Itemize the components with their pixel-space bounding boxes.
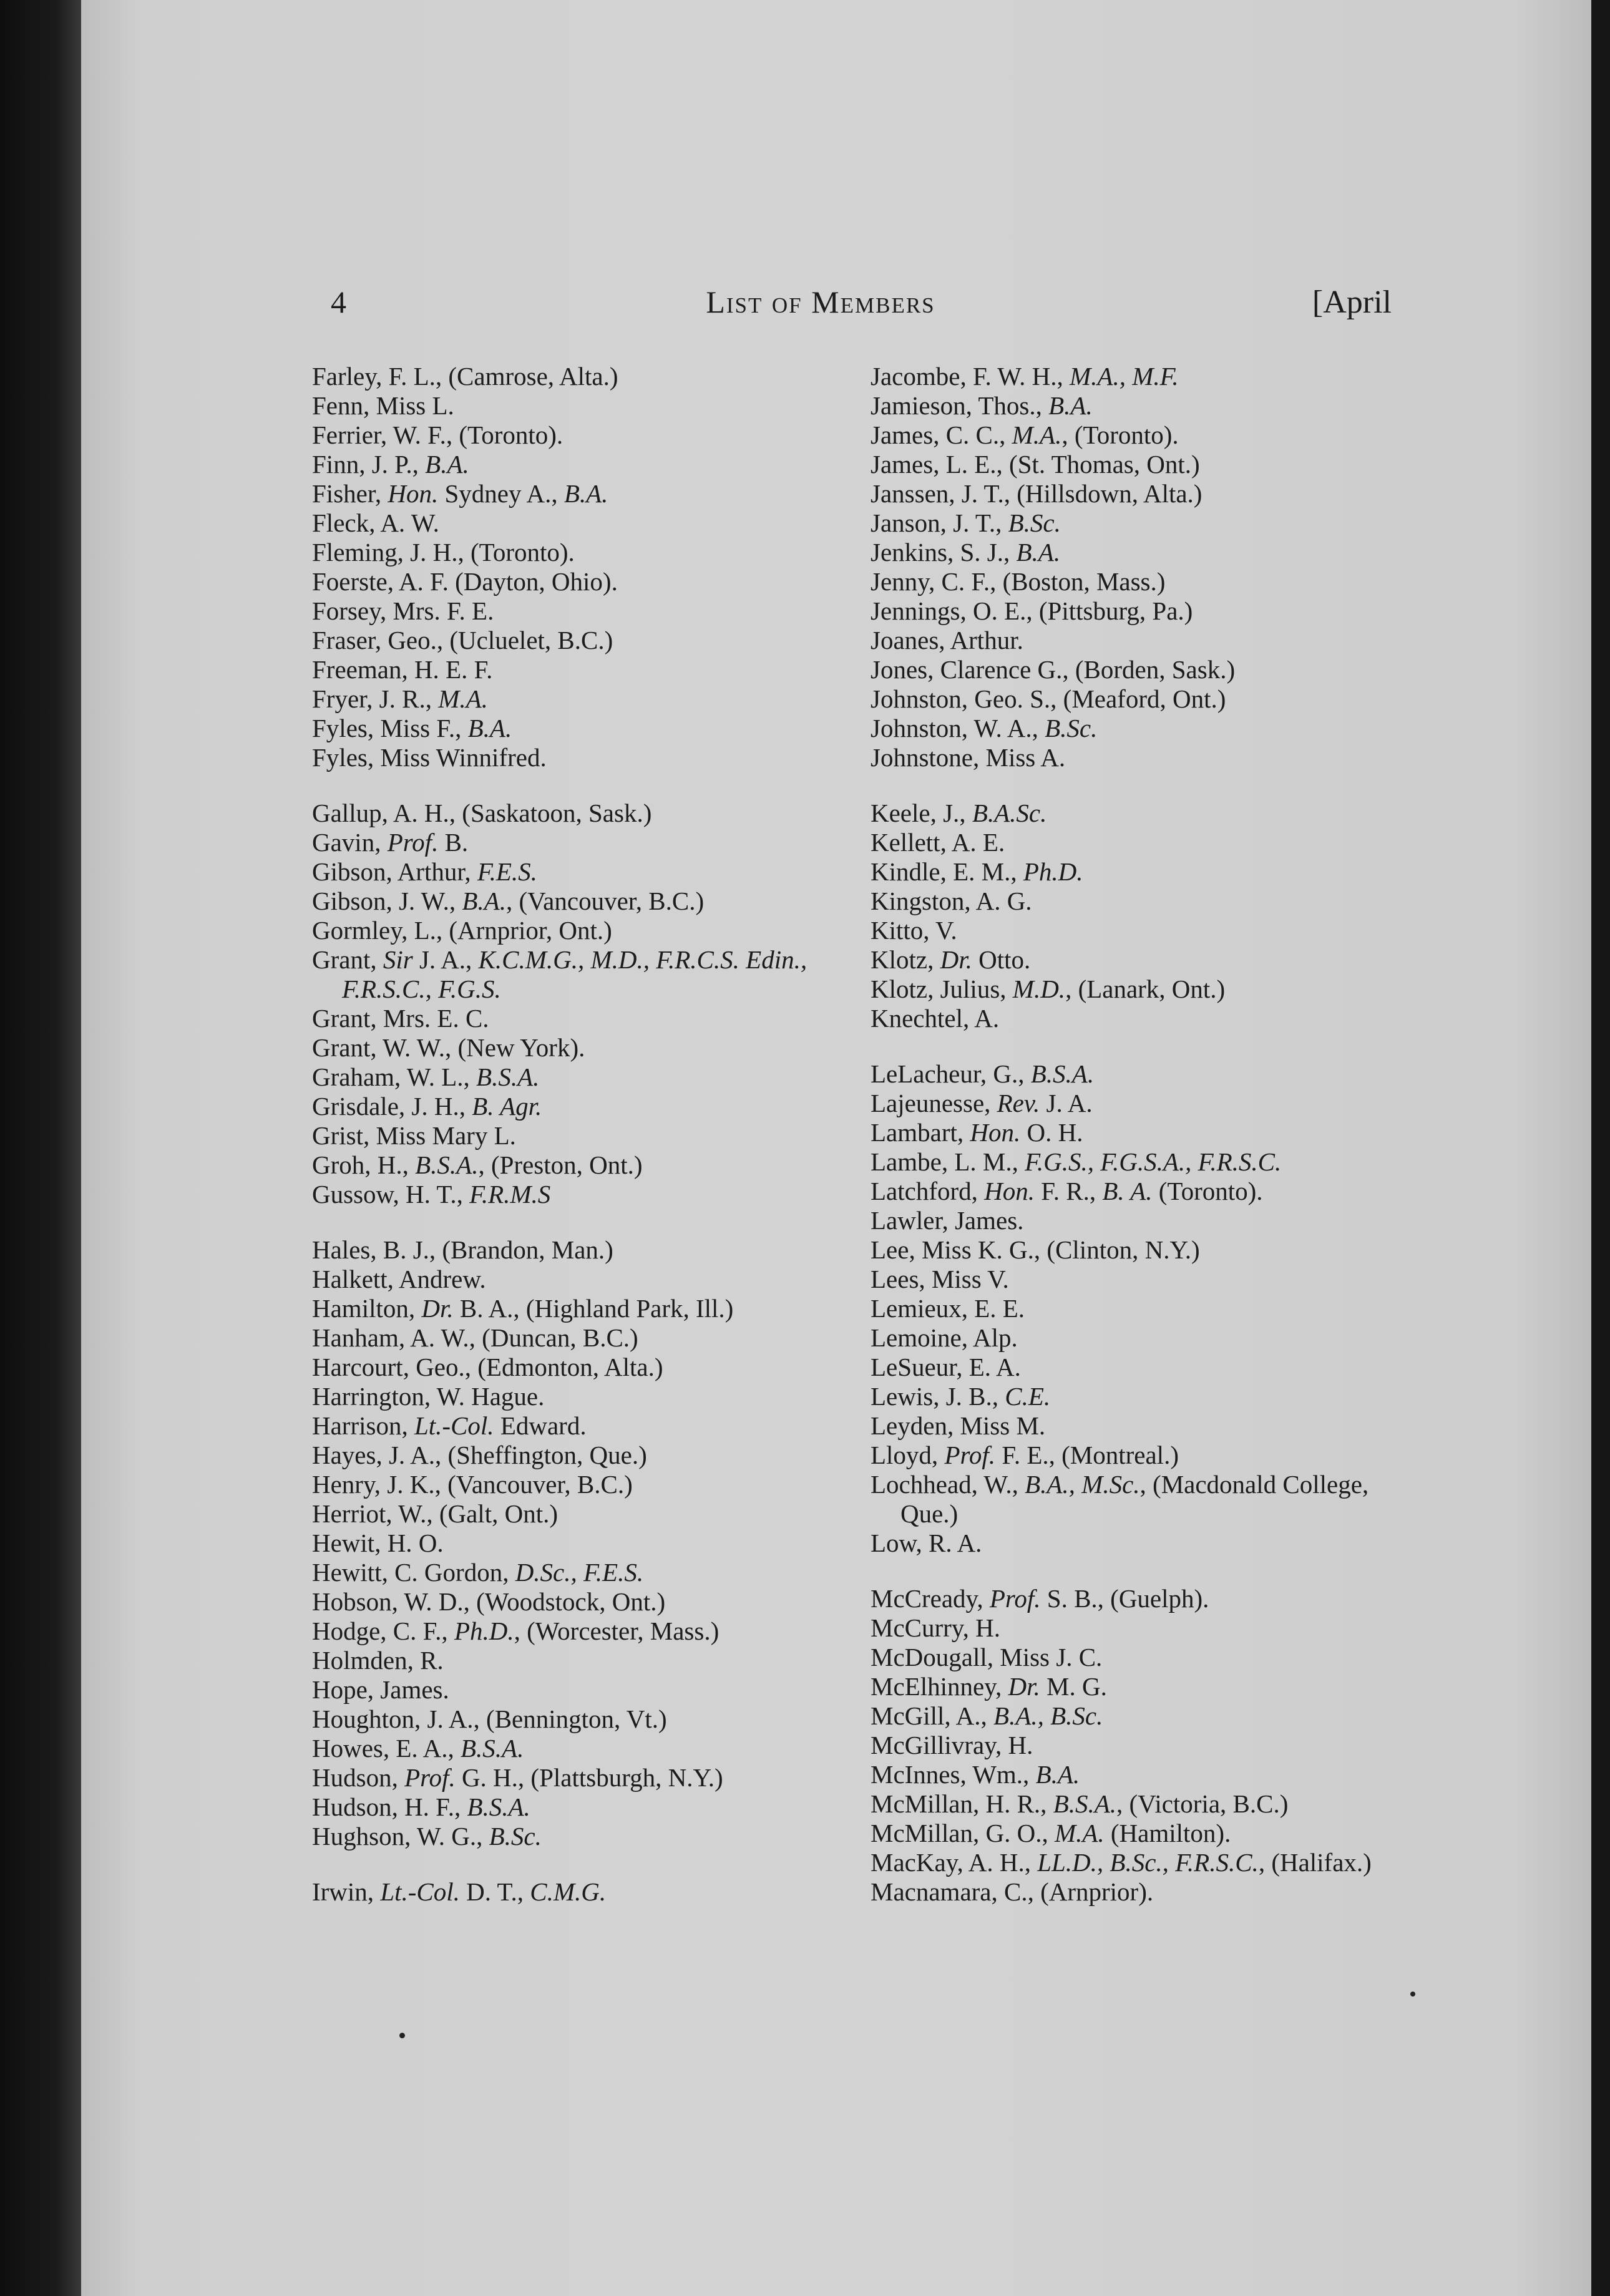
member-text: Janson, J. T., — [871, 508, 1008, 537]
member-title-italic: M.A. — [438, 684, 488, 713]
letter-group — [312, 362, 830, 772]
member-text: Gallup, A. H., (Saskatoon, Sask.) — [312, 799, 652, 827]
member-entry — [871, 1206, 1388, 1235]
member-entry — [312, 362, 830, 391]
member-text: Keele, J., — [871, 799, 972, 827]
member-entry — [312, 1499, 830, 1529]
member-entry — [312, 1646, 830, 1675]
member-entry — [312, 684, 830, 714]
member-text: Hughson, W. G., — [312, 1822, 489, 1851]
member-text: Lajeunesse, — [871, 1089, 997, 1117]
member-text: Kellett, A. E. — [871, 828, 1005, 857]
member-text: LeSueur, E. A. — [871, 1353, 1021, 1381]
member-text: Johnston, Geo. S., (Meaford, Ont.) — [871, 684, 1226, 713]
member-text: Hewit, H. O. — [312, 1529, 444, 1557]
member-entry — [312, 1323, 830, 1353]
member-text: Jennings, O. E., (Pittsburg, Pa.) — [871, 596, 1193, 625]
member-entry — [312, 508, 830, 538]
member-text: Lochhead, W., — [871, 1470, 1025, 1499]
member-entry — [871, 1411, 1388, 1441]
member-entry — [871, 1529, 1388, 1558]
member-entry — [871, 1819, 1388, 1848]
member-entry — [312, 567, 830, 596]
member-entry — [871, 1089, 1388, 1118]
member-title-italic: Lt.-Col. — [380, 1877, 460, 1906]
member-text: Grist, Miss Mary L. — [312, 1121, 516, 1150]
book-binding — [0, 0, 81, 2296]
member-title-italic: Lt.-Col. — [414, 1411, 494, 1440]
member-text: Lemieux, E. E. — [871, 1294, 1025, 1323]
member-title-italic: C.M.G. — [530, 1877, 607, 1906]
member-text: Gibson, Arthur, — [312, 857, 477, 886]
member-entry — [871, 1877, 1388, 1907]
member-text: Gussow, H. T., — [312, 1180, 470, 1209]
member-text: Gormley, L., (Arnprior, Ont.) — [312, 916, 612, 945]
member-entry — [871, 1470, 1388, 1529]
member-text: Farley, F. L., (Camrose, Alta.) — [312, 362, 618, 391]
member-text: F. E., (Montreal.) — [995, 1441, 1179, 1469]
member-text: Knechtel, A. — [871, 1004, 1000, 1033]
page-number: 4 — [331, 285, 346, 319]
member-text: Graham, W. L., — [312, 1063, 477, 1091]
member-entry — [871, 1789, 1388, 1819]
member-text: Grant, — [312, 945, 383, 974]
member-title-italic: C.E. — [1005, 1382, 1051, 1411]
member-text: Edward. — [494, 1411, 587, 1440]
member-entry — [871, 945, 1388, 975]
member-entry — [312, 626, 830, 655]
member-text: Houghton, J. A., (Bennington, Vt.) — [312, 1705, 667, 1733]
member-text: Foerste, A. F. (Dayton, Ohio). — [312, 567, 618, 596]
member-entry — [312, 828, 830, 857]
member-entry — [312, 655, 830, 684]
member-entry — [312, 743, 830, 772]
member-text: Jenkins, S. J., — [871, 538, 1017, 567]
member-title-italic: B.S.A. — [476, 1063, 540, 1091]
member-title-italic: B.S.A. — [1030, 1059, 1095, 1088]
member-entry — [312, 1470, 830, 1499]
member-text: Kindle, E. M., — [871, 857, 1023, 886]
member-title-italic: B.S.A. — [1053, 1789, 1117, 1818]
member-text: B. A., (Highland Park, Ill.) — [453, 1294, 734, 1323]
member-entry — [871, 1004, 1388, 1033]
member-entry — [312, 945, 830, 1004]
member-title-italic: B.A., M.Sc. — [1025, 1470, 1140, 1499]
member-title-italic: B.A.Sc. — [972, 799, 1047, 827]
member-title-italic: B.Sc. — [1045, 714, 1098, 742]
member-text: Lawler, James. — [871, 1206, 1024, 1235]
member-title-italic: B.A. — [1016, 538, 1061, 567]
member-text: McDougall, Miss J. C. — [871, 1643, 1103, 1671]
member-text: Hewitt, C. Gordon, — [312, 1558, 515, 1587]
member-text: Joanes, Arthur. — [871, 626, 1023, 654]
member-text: , (Worcester, Mass.) — [514, 1617, 720, 1645]
page-header — [250, 284, 1392, 334]
member-title-italic: F.E.S. — [477, 857, 537, 886]
member-entry — [871, 479, 1388, 508]
member-title-italic: B.S.A. — [415, 1150, 479, 1179]
member-entry — [871, 1265, 1388, 1294]
member-entry — [871, 1441, 1388, 1470]
member-text: Johnston, W. A., — [871, 714, 1045, 742]
member-text: Lees, Miss V. — [871, 1265, 1009, 1293]
member-entry — [312, 1529, 830, 1558]
member-entry — [871, 596, 1388, 626]
member-title-italic: M.A. — [1012, 421, 1062, 449]
member-entry — [312, 1004, 830, 1033]
member-entry — [871, 655, 1388, 684]
member-text: F. R., — [1035, 1177, 1103, 1205]
member-title-italic: B.S.A. — [461, 1734, 524, 1763]
member-text: Fraser, Geo., (Ucluelet, B.C.) — [312, 626, 613, 654]
member-entry — [312, 1265, 830, 1294]
member-entry — [312, 1150, 830, 1180]
member-title-italic: Rev. — [997, 1089, 1040, 1117]
member-text: Sydney A., — [438, 479, 564, 508]
member-entry — [871, 684, 1388, 714]
member-title-italic: Hon. — [388, 479, 439, 508]
member-text: , (Macdonald College, Que.) — [900, 1470, 1369, 1528]
member-title-italic: B.A. — [1048, 391, 1093, 420]
member-title-italic: B. A. — [1102, 1177, 1153, 1205]
member-title-italic: B.Sc. — [1008, 508, 1061, 537]
member-entry — [312, 538, 830, 567]
member-entry — [871, 626, 1388, 655]
member-text: Johnstone, Miss A. — [871, 743, 1066, 772]
member-text: Hales, B. J., (Brandon, Man.) — [312, 1235, 613, 1264]
member-entry — [871, 1118, 1388, 1147]
member-title-italic: Dr. — [940, 945, 972, 974]
member-text: D. T., — [459, 1877, 530, 1906]
member-text: Hodge, C. F., — [312, 1617, 454, 1645]
member-entry — [312, 1180, 830, 1209]
member-entry — [871, 828, 1388, 857]
member-text: (Hamilton). — [1104, 1819, 1231, 1847]
member-title-italic: B.Sc. — [489, 1822, 542, 1851]
member-text: Jones, Clarence G., (Borden, Sask.) — [871, 655, 1236, 684]
member-title-italic: M.A., M.F. — [1070, 362, 1179, 391]
member-text: Gavin, — [312, 828, 388, 857]
member-entry — [871, 857, 1388, 887]
member-text: Otto. — [972, 945, 1031, 974]
member-entry — [312, 1063, 830, 1092]
member-entry — [312, 1793, 830, 1822]
member-title-italic: B.S.A. — [467, 1793, 530, 1821]
member-text: Ferrier, W. F., (Toronto). — [312, 421, 564, 449]
member-text: Klotz, — [871, 945, 940, 974]
member-entry — [871, 1235, 1388, 1265]
member-title-italic: D.Sc., F.E.S. — [515, 1558, 644, 1587]
member-text: Fenn, Miss L. — [312, 391, 454, 420]
member-text: Gibson, J. W., — [312, 887, 462, 915]
member-title-italic: Prof. — [989, 1584, 1041, 1613]
member-entry — [312, 714, 830, 743]
member-text: James, C. C., — [871, 421, 1012, 449]
member-title-italic: Sir — [383, 945, 413, 974]
member-text: Lloyd, — [871, 1441, 945, 1469]
member-title-italic: F.G.S., F.G.S.A., F.R.S.C. — [1025, 1147, 1282, 1176]
member-text: Hobson, W. D., (Woodstock, Ont.) — [312, 1587, 666, 1616]
member-entry — [312, 1235, 830, 1265]
member-entry — [312, 916, 830, 945]
member-text: G. H., (Plattsburgh, N.Y.) — [455, 1763, 723, 1792]
member-text: Harrison, — [312, 1411, 414, 1440]
member-entry — [871, 975, 1388, 1004]
member-text: McGill, A., — [871, 1701, 994, 1730]
member-entry — [312, 596, 830, 626]
member-entry — [871, 567, 1388, 596]
member-entry — [871, 714, 1388, 743]
member-text: Latchford, — [871, 1177, 985, 1205]
member-title-italic: Prof. — [944, 1441, 996, 1469]
member-title-italic: Dr. — [1008, 1672, 1040, 1701]
member-text: , (Halifax.) — [1258, 1848, 1372, 1877]
member-title-italic: B.A. — [425, 450, 469, 479]
member-text: Lemoine, Alp. — [871, 1323, 1018, 1352]
member-title-italic: B.A. — [564, 479, 608, 508]
member-title-italic: B.A. — [467, 714, 512, 742]
member-title-italic: M.A. — [1054, 1819, 1105, 1847]
member-text: J. A. — [1040, 1089, 1093, 1117]
member-entry — [312, 1587, 830, 1617]
letter-group — [871, 1584, 1388, 1907]
member-entry — [312, 1558, 830, 1587]
member-text: Finn, J. P., — [312, 450, 426, 479]
member-text: , (Victoria, B.C.) — [1116, 1789, 1289, 1818]
member-text: J. A., — [412, 945, 479, 974]
member-text: Grant, Mrs. E. C. — [312, 1004, 489, 1033]
member-text: Leyden, Miss M. — [871, 1411, 1046, 1440]
member-text: Harrington, W. Hague. — [312, 1382, 545, 1411]
member-text: LeLacheur, G., — [871, 1059, 1031, 1088]
member-entry — [871, 887, 1388, 916]
ink-speck — [399, 2033, 405, 2038]
member-entry — [871, 1353, 1388, 1382]
member-text: McInnes, Wm., — [871, 1760, 1036, 1789]
member-entry — [871, 538, 1388, 567]
member-text: Jenny, C. F., (Boston, Mass.) — [871, 567, 1166, 596]
member-entry — [871, 508, 1388, 538]
member-text: S. B., (Guelph). — [1040, 1584, 1209, 1613]
member-entry — [871, 1177, 1388, 1206]
member-text: Janssen, J. T., (Hillsdown, Alta.) — [871, 479, 1203, 508]
ink-speck — [1410, 1992, 1415, 1997]
member-entry — [871, 1613, 1388, 1643]
member-text: McMillan, H. R., — [871, 1789, 1053, 1818]
member-entry — [871, 1323, 1388, 1353]
member-entry — [871, 1731, 1388, 1760]
member-entry — [871, 916, 1388, 945]
member-entry — [871, 450, 1388, 479]
member-entry — [312, 1617, 830, 1646]
member-text: Fleck, A. W. — [312, 508, 439, 537]
member-text: Jacombe, F. W. H., — [871, 362, 1070, 391]
member-title-italic: K.C.M.G., M.D., F.R.C.S. Edin., F.R.S.C., F.G.S. — [342, 945, 807, 1003]
member-text: Grisdale, J. H., — [312, 1092, 472, 1121]
member-list-left-column — [312, 362, 830, 1933]
letter-group — [871, 1059, 1388, 1558]
member-text: , (Preston, Ont.) — [478, 1150, 643, 1179]
member-text: Groh, H., — [312, 1150, 416, 1179]
member-text: Herriot, W., (Galt, Ont.) — [312, 1499, 558, 1528]
member-entry — [871, 421, 1388, 450]
running-month: [April — [1312, 285, 1392, 320]
member-entry — [312, 1121, 830, 1150]
member-text: Hudson, H. F., — [312, 1793, 467, 1821]
member-entry — [312, 1411, 830, 1441]
member-title-italic: Hon. — [970, 1118, 1021, 1147]
member-entry — [871, 1672, 1388, 1701]
member-text: , (Toronto). — [1061, 421, 1179, 449]
member-text: McElhinney, — [871, 1672, 1008, 1701]
member-entry — [312, 450, 830, 479]
member-title-italic: B.A. — [1035, 1760, 1080, 1789]
member-text: Henry, J. K., (Vancouver, B.C.) — [312, 1470, 633, 1499]
member-entry — [312, 799, 830, 828]
member-text: Hanham, A. W., (Duncan, B.C.) — [312, 1323, 638, 1352]
member-title-italic: Dr. — [421, 1294, 454, 1323]
member-text: Fryer, J. R., — [312, 684, 439, 713]
member-entry — [871, 1643, 1388, 1672]
member-text: McCready, — [871, 1584, 990, 1613]
member-text: Harcourt, Geo., (Edmonton, Alta.) — [312, 1353, 663, 1381]
member-text: McMillan, G. O., — [871, 1819, 1055, 1847]
page-edge — [1591, 0, 1610, 2296]
member-title-italic: Ph.D. — [454, 1617, 514, 1645]
member-text: James, L. E., (St. Thomas, Ont.) — [871, 450, 1200, 479]
member-text: , (Lanark, Ont.) — [1065, 975, 1226, 1003]
member-entry — [312, 1734, 830, 1763]
member-text: Lewis, J. B., — [871, 1382, 1005, 1411]
member-title-italic: Ph.D. — [1023, 857, 1083, 886]
member-text: B. — [438, 828, 469, 857]
member-text: Hudson, — [312, 1763, 405, 1792]
member-text: Jamieson, Thos., — [871, 391, 1049, 420]
member-entry — [312, 887, 830, 916]
member-text: MacKay, A. H., — [871, 1848, 1038, 1877]
member-entry — [871, 1294, 1388, 1323]
member-text: Howes, E. A., — [312, 1734, 461, 1763]
member-text: Fyles, Miss Winnifred. — [312, 743, 547, 772]
member-text: O. H. — [1020, 1118, 1083, 1147]
member-entry — [312, 1092, 830, 1121]
member-text: Hope, James. — [312, 1675, 449, 1704]
member-title-italic: M.D. — [1012, 975, 1066, 1003]
member-text: Fisher, — [312, 479, 388, 508]
member-entry — [312, 479, 830, 508]
member-entry — [871, 362, 1388, 391]
running-title: List of Members — [706, 285, 935, 319]
member-title-italic: Prof. — [404, 1763, 456, 1792]
member-entry — [312, 1675, 830, 1705]
member-text: Lambe, L. M., — [871, 1147, 1025, 1176]
member-text: Freeman, H. E. F. — [312, 655, 493, 684]
member-entry — [312, 1294, 830, 1323]
member-entry — [312, 1441, 830, 1470]
letter-group — [871, 362, 1388, 772]
member-text: Fyles, Miss F., — [312, 714, 468, 742]
member-entry — [312, 1822, 830, 1851]
member-title-italic: LL.D., B.Sc., F.R.S.C. — [1037, 1848, 1259, 1877]
member-text: McCurry, H. — [871, 1613, 1001, 1642]
member-text: Lee, Miss K. G., (Clinton, N.Y.) — [871, 1235, 1200, 1264]
member-entry — [871, 1760, 1388, 1789]
member-text: Fleming, J. H., (Toronto). — [312, 538, 575, 567]
member-entry — [312, 421, 830, 450]
member-text: Grant, W. W., (New York). — [312, 1033, 585, 1062]
member-text: Hamilton, — [312, 1294, 422, 1323]
member-text: Halkett, Andrew. — [312, 1265, 486, 1293]
member-entry — [312, 857, 830, 887]
member-text: Forsey, Mrs. F. E. — [312, 596, 494, 625]
member-entry — [871, 1059, 1388, 1089]
member-text: McGillivray, H. — [871, 1731, 1033, 1759]
member-text: Kitto, V. — [871, 916, 957, 945]
member-entry — [871, 743, 1388, 772]
member-text: , (Vancouver, B.C.) — [505, 887, 705, 915]
member-entry — [312, 1763, 830, 1793]
member-entry — [312, 1705, 830, 1734]
member-text: Holmden, R. — [312, 1646, 444, 1675]
letter-group — [312, 799, 830, 1209]
member-entry — [871, 1147, 1388, 1177]
member-title-italic: B.A., B.Sc. — [993, 1701, 1103, 1730]
member-entry — [871, 1584, 1388, 1613]
member-text: Irwin, — [312, 1877, 381, 1906]
member-entry — [312, 1033, 830, 1063]
member-entry — [312, 1353, 830, 1382]
member-title-italic: B. Agr. — [472, 1092, 542, 1121]
letter-group — [312, 1877, 830, 1907]
member-title-italic: B.A. — [462, 887, 506, 915]
member-text: (Toronto). — [1152, 1177, 1263, 1205]
member-text: Macnamara, C., (Arnprior). — [871, 1877, 1154, 1906]
letter-group — [312, 1235, 830, 1851]
member-text: Low, R. A. — [871, 1529, 982, 1557]
member-entry — [871, 1382, 1388, 1411]
member-list-right-column — [871, 362, 1388, 1933]
member-text: Kingston, A. G. — [871, 887, 1032, 915]
member-title-italic: Hon. — [984, 1177, 1035, 1205]
member-text: Klotz, Julius, — [871, 975, 1013, 1003]
member-text: Lambart, — [871, 1118, 970, 1147]
letter-group — [871, 799, 1388, 1033]
member-entry — [312, 1382, 830, 1411]
member-title-italic: F.R.M.S — [469, 1180, 551, 1209]
member-entry — [871, 799, 1388, 828]
member-entry — [871, 391, 1388, 421]
member-text: Hayes, J. A., (Sheffington, Que.) — [312, 1441, 647, 1469]
member-entry — [312, 1877, 830, 1907]
member-title-italic: Prof. — [387, 828, 439, 857]
member-entry — [871, 1701, 1388, 1731]
member-text: M. G. — [1040, 1672, 1107, 1701]
member-entry — [871, 1848, 1388, 1877]
member-entry — [312, 391, 830, 421]
